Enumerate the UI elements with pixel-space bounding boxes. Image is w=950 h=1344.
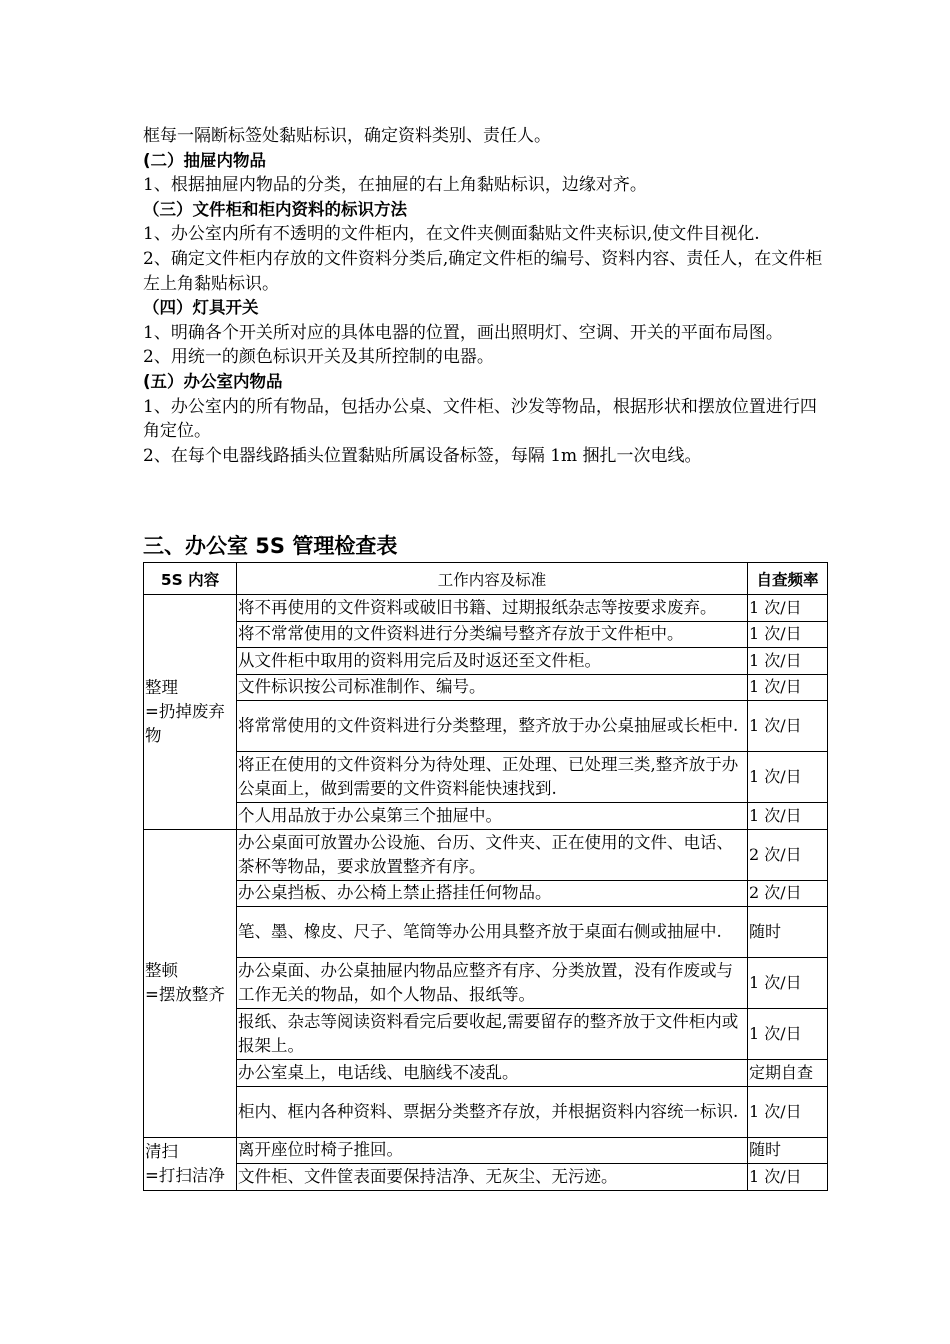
content-cell: 文件柜、文件筐表面要保持洁净、无灰尘、无污迹。 — [237, 1164, 748, 1191]
frequency-cell: 1 次/日 — [748, 674, 828, 701]
section-title: 三、办公室 5S 管理检查表 — [143, 534, 398, 558]
table-row — [144, 958, 828, 1009]
content-cell: 将常常使用的文件资料进行分类整理，整齐放于办公桌抽屉或长柜中. — [237, 701, 748, 752]
paragraph: 1、根据抽屉内物品的分类，在抽屉的右上角黏贴标识，边缘对齐。 — [143, 175, 647, 196]
section-heading: (二）抽屉内物品 — [143, 150, 267, 170]
frequency-cell: 随时 — [748, 907, 828, 958]
table-row — [144, 1009, 828, 1060]
table-row — [144, 1060, 828, 1087]
header-frequency: 自查频率 — [748, 563, 828, 595]
frequency-cell: 随时 — [748, 1137, 828, 1164]
content-cell: 将正在使用的文件资料分为待处理、正处理、已处理三类,整齐放于办公桌面上，做到需要的文件资料能快速找到. — [237, 752, 748, 803]
content-cell: 将不常常使用的文件资料进行分类编号整齐存放于文件柜中。 — [237, 621, 748, 648]
table-row — [144, 648, 828, 675]
content-cell: 办公室桌上，电话线、电脑线不凌乱。 — [237, 1060, 748, 1087]
frequency-cell: 定期自查 — [748, 1060, 828, 1087]
category-cell: 清扫 =打扫洁净 — [144, 1137, 237, 1190]
paragraph: 2、在每个电器线路插头位置黏贴所属设备标签，每隔 1m 捆扎一次电线。 — [143, 445, 702, 466]
table-row — [144, 1137, 828, 1164]
header-5s-content: 5S 内容 — [144, 563, 237, 595]
content-cell: 办公桌挡板、办公椅上禁止搭挂任何物品。 — [237, 880, 748, 907]
table-row — [144, 595, 828, 622]
content-cell: 办公桌面、办公桌抽屉内物品应整齐有序、分类放置，没有作废或与工作无关的物品，如个人物品、报纸等。 — [237, 958, 748, 1009]
frequency-cell: 1 次/日 — [748, 1164, 828, 1191]
frequency-cell: 2 次/日 — [748, 829, 828, 880]
frequency-cell: 1 次/日 — [748, 701, 828, 752]
table-header-row — [144, 563, 828, 595]
frequency-cell: 1 次/日 — [748, 958, 828, 1009]
content-cell: 报纸、杂志等阅读资料看完后要收起,需要留存的整齐放于文件柜内或报架上。 — [237, 1009, 748, 1060]
table-row — [144, 803, 828, 830]
paragraph: 框每一隔断标签处黏贴标识，确定资料类别、责任人。 — [143, 126, 551, 146]
intro-text — [143, 124, 833, 468]
table-row — [144, 1086, 828, 1137]
section-heading: (五）办公室内物品 — [143, 371, 283, 391]
table-row — [144, 621, 828, 648]
content-cell: 笔、墨、橡皮、尺子、笔筒等办公用具整齐放于桌面右侧或抽屉中. — [237, 907, 748, 958]
section-heading: （三）文件柜和柜内资料的标识方法 — [143, 199, 407, 219]
table-row — [144, 829, 828, 880]
paragraph: 1、办公室内的所有物品，包括办公桌、文件柜、沙发等物品，根据形状和摆放位置进行四角定位。 — [143, 396, 817, 442]
content-cell: 个人用品放于办公桌第三个抽屉中。 — [237, 803, 748, 830]
frequency-cell: 1 次/日 — [748, 648, 828, 675]
table-row — [144, 674, 828, 701]
category-cell: 整理 =扔掉废弃物 — [144, 595, 237, 830]
5s-checklist-table — [143, 562, 828, 1191]
content-cell: 将不再使用的文件资料或破旧书籍、过期报纸杂志等按要求废弃。 — [237, 595, 748, 622]
frequency-cell: 1 次/日 — [748, 621, 828, 648]
table-row — [144, 701, 828, 752]
content-cell: 柜内、框内各种资料、票据分类整齐存放，并根据资料内容统一标识. — [237, 1086, 748, 1137]
content-cell: 从文件柜中取用的资料用完后及时返还至文件柜。 — [237, 648, 748, 675]
paragraph: 1、明确各个开关所对应的具体电器的位置，画出照明灯、空调、开关的平面布局图。 — [143, 322, 783, 343]
table-row — [144, 752, 828, 803]
content-cell: 离开座位时椅子推回。 — [237, 1137, 748, 1164]
content-cell: 文件标识按公司标准制作、编号。 — [237, 674, 748, 701]
section-heading: （四）灯具开关 — [143, 298, 259, 318]
table-row — [144, 1164, 828, 1191]
paragraph: 2、确定文件柜内存放的文件资料分类后,确定文件柜的编号、资料内容、责任人，在文件柜左上角黏贴标识。 — [143, 248, 823, 294]
paragraph: 1、办公室内所有不透明的文件柜内，在文件夹侧面黏贴文件夹标识,使文件目视化. — [143, 224, 760, 245]
frequency-cell: 1 次/日 — [748, 595, 828, 622]
frequency-cell: 1 次/日 — [748, 752, 828, 803]
table-row — [144, 907, 828, 958]
frequency-cell: 1 次/日 — [748, 1009, 828, 1060]
frequency-cell: 1 次/日 — [748, 803, 828, 830]
header-work-content: 工作内容及标准 — [237, 563, 748, 595]
frequency-cell: 2 次/日 — [748, 880, 828, 907]
category-cell: 整顿 =摆放整齐 — [144, 829, 237, 1137]
frequency-cell: 1 次/日 — [748, 1086, 828, 1137]
paragraph: 2、用统一的颜色标识开关及其所控制的电器。 — [143, 347, 494, 368]
content-cell: 办公桌面可放置办公设施、台历、文件夹、正在使用的文件、电话、茶杯等物品，要求放置整齐有序。 — [237, 829, 748, 880]
table-row — [144, 880, 828, 907]
